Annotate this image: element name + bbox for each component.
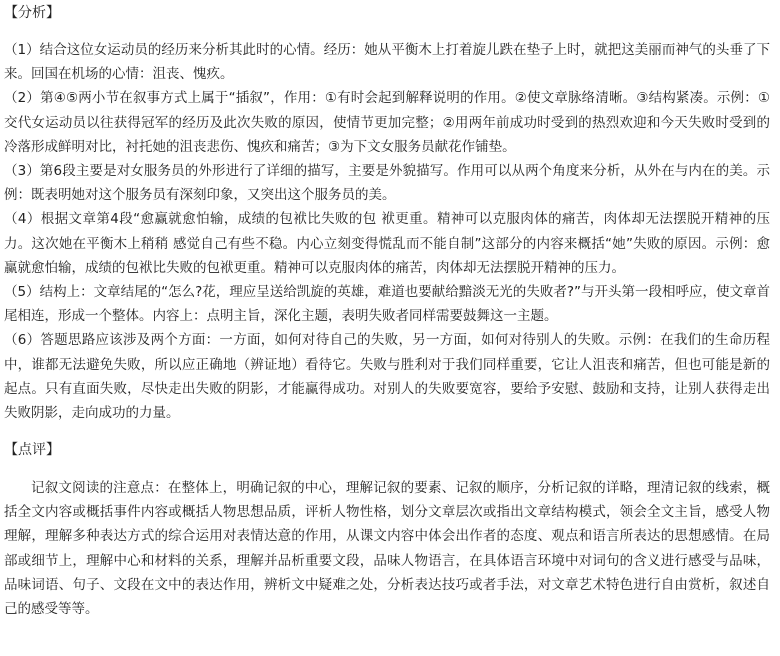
analysis-item-3: （3）第6段主要是对女服务员的外形进行了详细的描写，主要是外貌描写。作用可以从两个角度来分析，从外在与内在的美。示例：既表明她对这个服务员有深刻印象，又突出这个服务员的美。 [4,163,770,204]
analysis-item-4: （4）根据文章第4段“愈赢就愈怕输，成绩的包袱比失败的包 袱更重。精神可以克服肉体的痛苦，肉体却无法摆脱开精神的压力。这次她在平衡木上稍稍 感觉自己有些不稳。内心立刻变得慌乱而不能自制”这部分的内容来概括“她”失败的原因。示例：愈赢就愈怕输，成绩的包袱比失败的包袱更重。精神可以克服肉体的痛苦，肉体却无法摆脱开精神的压力。 [4,211,770,276]
analysis-section [4,38,770,425]
analysis-item-1: （1）结合这位女运动员的经历来分析其此时的心情。经历：她从平衡木上打着旋儿跌在垫子上时，就把这美丽而神气的头垂了下来。回国在机场的心情：沮丧、愧疚。 [4,42,770,83]
review-paragraph: 记叙文阅读的注意点：在整体上，明确记叙的中心，理解记叙的要素、记叙的顺序，分析记叙的详略，理清记叙的线索，概括全文内容或概括事件内容或概括人物思想品质，评析人物性格，划分文章层次或指出文章结构模式，领会全文主旨，感受人物理解，理解多种表达方式的综合运用对表情达意的作用，从课文内容中体会出作者的态度、观点和语言所表达的思想感情。在局部或细节上，理解中心和材料的关系，理解并品析重要文段，品味人物语言，在具体语言环境中对词句的含义进行感受与品味，品味词语、句子、文段在文中的表达作用，辨析文中疑难之处，分析表达技巧或者手法，对文章艺术特色进行自由赏析，叙述自己的感受等等。 [4,480,770,618]
review-heading: 【点评】 [4,442,60,458]
analysis-item-5: （5）结构上：文章结尾的“怎么?花，理应呈送给凯旋的英雄，难道也要献给黯淡无光的失败者?”与开头第一段相呼应，使文章首尾相连，形成一个整体。内容上：点明主旨，深化主题，表明失败者同样需要鼓舞这一主题。 [4,284,770,325]
analysis-item-6: （6）答题思路应该涉及两个方面：一方面，如何对待自己的失败，另一方面，如何对待别人的失败。示例：在我们的生命历程中，谁都无法避免失败，所以应正确地（辨证地）看待它。失败与胜利对于我们同样重要，它让人沮丧和痛苦，但也可能是新的起点。只有直面失败，尽快走出失败的阴影，才能赢得成功。对别人的失败要宽容，要给予安慰、鼓励和支持，让别人获得走出失败阴影，走向成功的力量。 [4,332,770,422]
review-section [4,476,770,621]
analysis-heading: 【分析】 [4,5,60,21]
analysis-item-2: （2）第④⑤两小节在叙事方式上属于“插叙”，作用：①有时会起到解释说明的作用。②使文章脉络清晰。③结构紧凑。示例：①交代女运动员以往获得冠军的经历及此次失败的原因，使情节更加完整；②用两年前成功时受到的热烈欢迎和今天失败时受到的冷落形成鲜明对比，衬托她的沮丧悲伤、愧疚和痛苦；③为下文女服务员献花作铺垫。 [4,90,770,155]
